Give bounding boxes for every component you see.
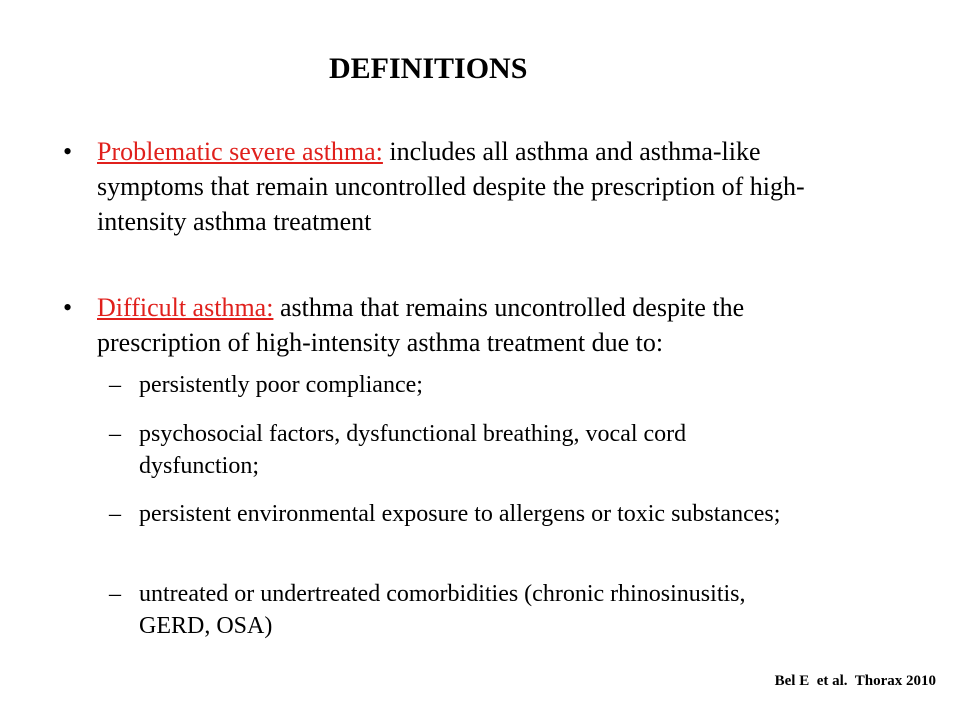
slide-title: DEFINITIONS [329,52,528,85]
sub-item-psychosocial-factors [109,418,809,482]
sub-item-text: untreated or undertreated comorbidities (chronic rhinosinusitis, GERD, OSA) [139,581,746,639]
citation: Bel E et al. Thorax 2010 [774,673,936,689]
bullet-difficult-asthma [63,290,853,360]
bullet-marker: • [63,137,73,166]
definition-text: asthma that remains uncontrolled despite the prescription of high-intensity asthma treatment due to: [97,293,745,357]
sub-item-text: persistent environmental exposure to allergens or toxic substances; [139,501,781,527]
term-problematic-severe-asthma: Problematic severe asthma: [97,137,383,166]
bullet-body [97,290,853,360]
dash-marker: – [109,581,121,607]
dash-marker: – [109,372,121,398]
bullet-body [97,134,853,239]
sub-item-text: psychosocial factors, dysfunctional breathing, vocal cord dysfunction; [139,421,687,479]
sub-item-poor-compliance [109,369,809,401]
definition-text: includes all asthma and asthma-like symptoms that remain uncontrolled despite the prescription of high-intensity asthma treatment [97,137,805,236]
sub-item-comorbidities [109,578,809,642]
dash-marker: – [109,501,121,527]
bullet-problematic-severe-asthma [63,134,853,239]
sub-item-text: persistently poor compliance; [139,372,423,398]
dash-marker: – [109,421,121,447]
sub-item-environmental-exposure [109,498,809,530]
term-difficult-asthma: Difficult asthma: [97,293,274,322]
bullet-marker: • [63,293,73,322]
